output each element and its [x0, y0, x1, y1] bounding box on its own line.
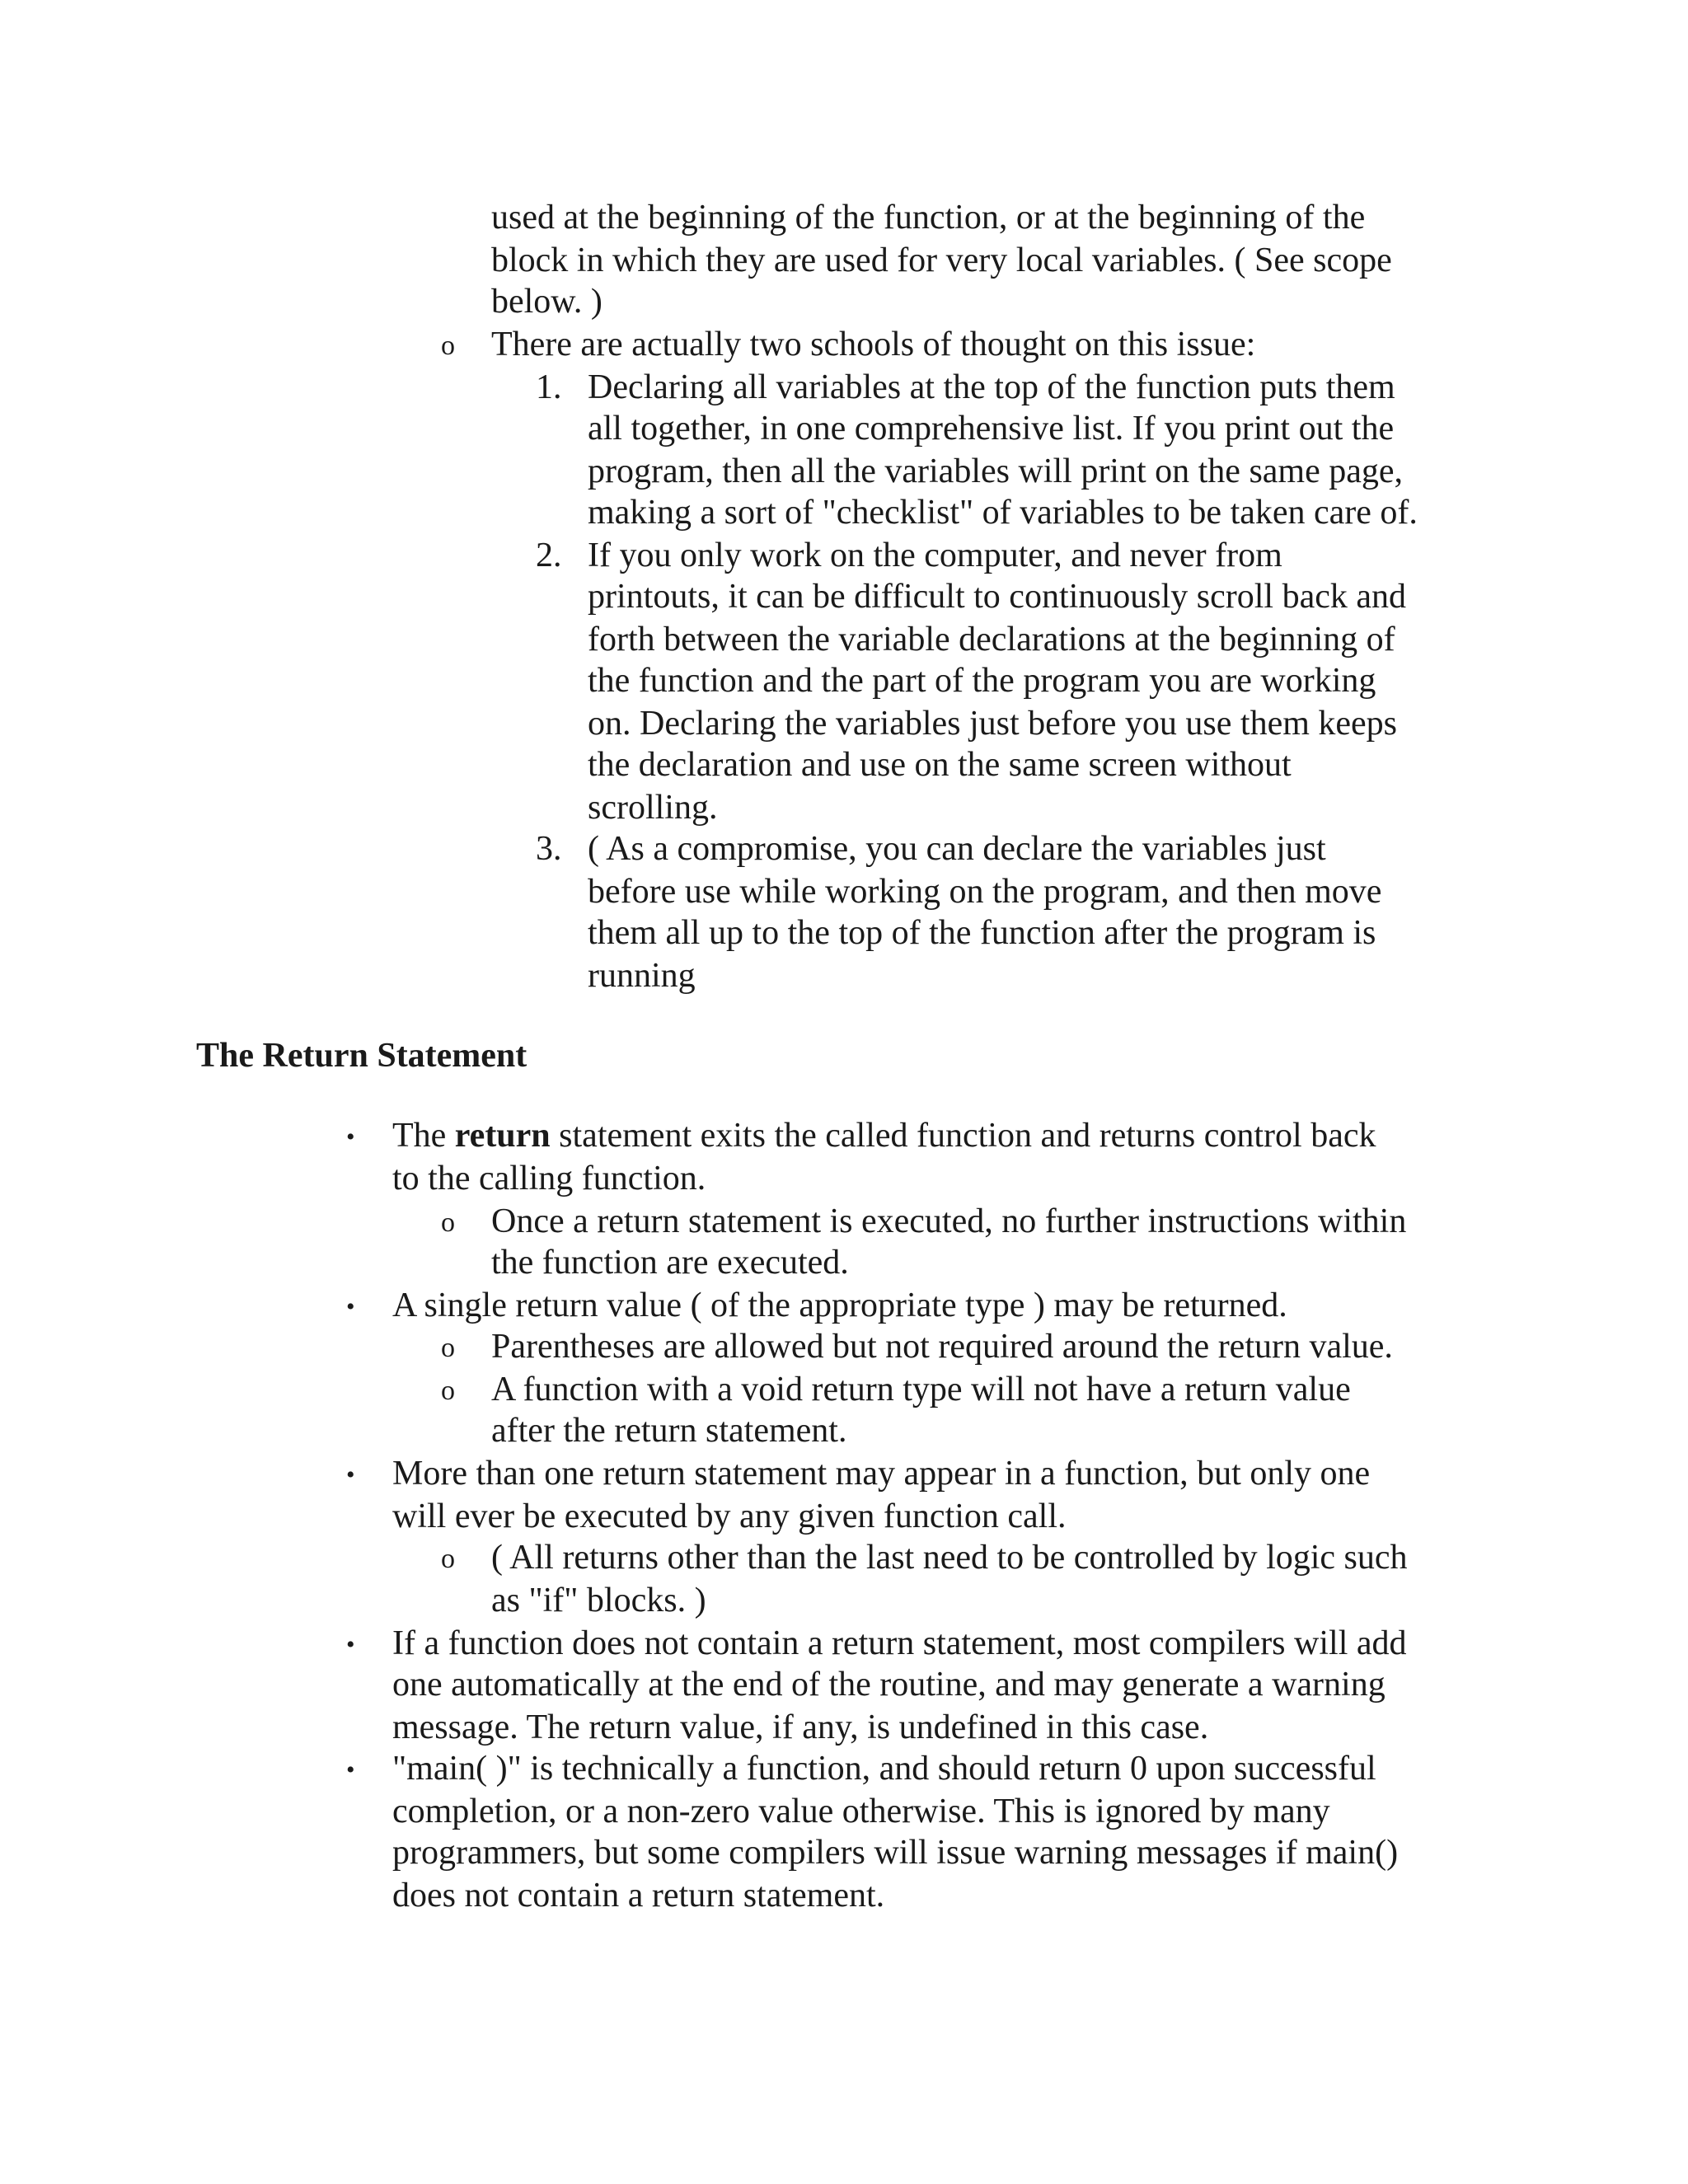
- bullet-2-sub-1: Parentheses are allowed but not required around the return value.: [491, 1328, 1393, 1366]
- sub-bullet-marker: o: [441, 330, 455, 361]
- sub-bullet-marker: o: [441, 1333, 455, 1363]
- continuation-line-3: below. ): [491, 283, 603, 321]
- bullet-2-sub-2-line-1: A function with a void return type will not have a return value: [491, 1371, 1351, 1408]
- bullet-5-line-2: completion, or a non-zero value otherwise. This is ignored by many: [392, 1793, 1330, 1830]
- bullet-2-line-1: A single return value ( of the appropriate type ) may be returned.: [392, 1286, 1287, 1324]
- bullet-3-line-2: will ever be executed by any given function call.: [392, 1497, 1067, 1535]
- bullet-marker-4: •: [346, 1631, 355, 1658]
- bullet-1-sub-line-1: Once a return statement is executed, no further instructions within: [491, 1202, 1407, 1240]
- bullet-4-line-2: one automatically at the end of the routine, and may generate a warning: [392, 1666, 1386, 1704]
- bullet-3-line-1: More than one return statement may appear in a function, but only one: [392, 1455, 1371, 1493]
- list-item-2-line-2: printouts, it can be difficult to continuously scroll back and: [588, 578, 1407, 616]
- bullet-1-line-2: to the calling function.: [392, 1160, 706, 1197]
- bullet-marker-3: •: [346, 1461, 355, 1488]
- list-item-1-line-4: making a sort of "checklist" of variables to be taken care of.: [588, 494, 1418, 532]
- list-item-2-line-6: the declaration and use on the same screen without: [588, 746, 1292, 784]
- bullet-3-sub-line-2: as "if" blocks. ): [491, 1582, 706, 1619]
- bullet-1-keyword: return: [454, 1117, 551, 1155]
- bullet-5-line-3: programmers, but some compilers will issue warning messages if main(): [392, 1834, 1399, 1872]
- continuation-line-2: block in which they are used for very local variables. ( See scope: [491, 241, 1392, 279]
- list-item-3-line-1: ( As a compromise, you can declare the variables just: [588, 830, 1326, 868]
- section-heading: The Return Statement: [196, 1037, 528, 1075]
- sub-bullet-marker: o: [441, 1544, 455, 1574]
- list-number-1: 1.: [536, 368, 562, 406]
- bullet-1-sub-line-2: the function are executed.: [491, 1244, 849, 1282]
- sub-bullet-marker: o: [441, 1207, 455, 1238]
- bullet-5-line-4: does not contain a return statement.: [392, 1877, 885, 1915]
- bullet-marker-2: •: [346, 1293, 355, 1320]
- list-item-3-line-3: them all up to the top of the function after the program is: [588, 914, 1376, 952]
- list-item-2-line-7: scrolling.: [588, 789, 718, 827]
- list-item-2-line-4: the function and the part of the program you are working: [588, 662, 1376, 700]
- list-item-2-line-3: forth between the variable declarations at the beginning of: [588, 621, 1395, 658]
- schools-intro: There are actually two schools of thought on this issue:: [491, 326, 1256, 363]
- sub-bullet-marker: o: [441, 1376, 455, 1406]
- bullet-3-sub-line-1: ( All returns other than the last need to be controlled by logic such: [491, 1539, 1408, 1577]
- list-item-1-line-3: program, then all the variables will print on the same page,: [588, 452, 1404, 490]
- bullet-1-line-1: [392, 1114, 1376, 1157]
- list-item-2-line-1: If you only work on the computer, and never from: [588, 537, 1282, 574]
- list-item-2-line-5: on. Declaring the variables just before you use them keeps: [588, 705, 1398, 743]
- bullet-4-line-3: message. The return value, if any, is undefined in this case.: [392, 1708, 1209, 1746]
- list-number-3: 3.: [536, 830, 562, 868]
- list-item-3-line-2: before use while working on the program, and then move: [588, 873, 1382, 911]
- bullet-marker-1: •: [346, 1123, 355, 1151]
- list-item-3-line-4: running: [588, 957, 696, 995]
- bullet-1-post: statement exits the called function and returns control back: [550, 1117, 1376, 1155]
- list-number-2: 2.: [536, 537, 562, 574]
- list-item-1-line-2: all together, in one comprehensive list. If you print out the: [588, 410, 1395, 448]
- bullet-4-line-1: If a function does not contain a return statement, most compilers will add: [392, 1624, 1407, 1662]
- bullet-1-pre: The: [392, 1117, 455, 1155]
- bullet-marker-5: •: [346, 1756, 355, 1783]
- continuation-line-1: used at the beginning of the function, or at the beginning of the: [491, 199, 1366, 237]
- bullet-5-line-1: "main( )" is technically a function, and should return 0 upon successful: [392, 1750, 1376, 1788]
- list-item-1-line-1: Declaring all variables at the top of the function puts them: [588, 368, 1395, 406]
- bullet-2-sub-2-line-2: after the return statement.: [491, 1412, 847, 1450]
